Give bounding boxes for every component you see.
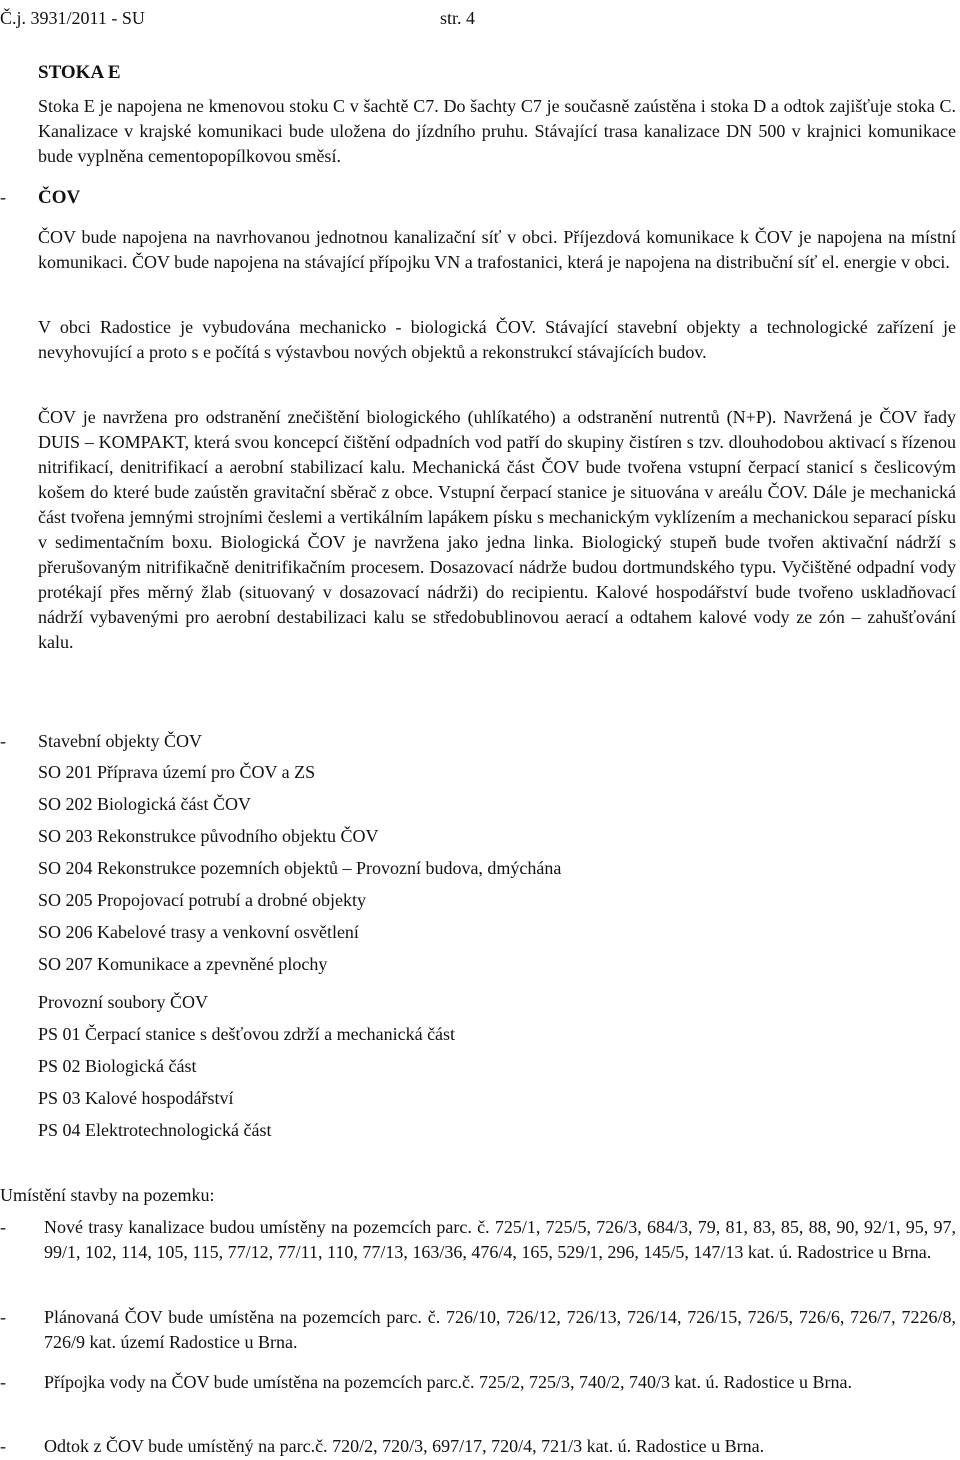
umisteni-item-text: Přípojka vody na ČOV bude umístěna na pozemcích parc.č. 725/2, 725/3, 740/2, 740/3 kat. ú. Radostice u Brna.	[44, 1372, 853, 1392]
cov-paragraph-1: ČOV bude napojena na navrhovanou jednotnou kanalizační síť v obci. Příjezdová komunikace k ČOV je napojena na místní komunikaci. ČOV bude napojena na stávající přípojku VN a trafostanici, která je napojena na distribuční síť el. energie v obci.	[38, 227, 956, 272]
stoka-e-heading: STOKA E	[38, 62, 121, 83]
reference-number: Č.j. 3931/2011 - SU	[0, 8, 145, 28]
cov-text-block-1	[38, 225, 956, 275]
so-item: SO 201 Příprava území pro ČOV a ZS	[38, 762, 316, 782]
ps-item: PS 02 Biologická část	[38, 1056, 197, 1076]
so-item: SO 205 Propojovací potrubí a drobné objekty	[38, 890, 366, 910]
umisteni-bullet: -	[0, 1436, 6, 1456]
umisteni-item-text: Odtok z ČOV bude umístěný na parc.č. 720/2, 720/3, 697/17, 720/4, 721/3 kat. ú. Radostice u Brna.	[44, 1436, 765, 1456]
umisteni-bullet: -	[0, 1372, 6, 1392]
so-item: SO 203 Rekonstrukce původního objektu ČOV	[38, 826, 379, 846]
cov-text-block-2	[38, 315, 956, 365]
ps-item: PS 03 Kalové hospodářství	[38, 1088, 234, 1108]
provozni-heading: Provozní soubory ČOV	[38, 992, 208, 1012]
so-item: SO 207 Komunikace a zpevněné plochy	[38, 954, 328, 974]
cov-heading: ČOV	[38, 187, 81, 208]
ps-item: PS 01 Čerpací stanice s dešťovou zdrží a mechanická část	[38, 1024, 456, 1044]
umisteni-heading: Umístění stavby na pozemku:	[0, 1185, 215, 1205]
cov-paragraph-3: ČOV je navržena pro odstranění znečištění biologického (uhlíkatého) a odstranění nutrentů (N+P). Navržená je ČOV řady DUIS – KOMPAKT, která svou koncepcí čištění odpadních vod patří do skupiny čistíren s tzv. dlouhodobou aktivací s řízenou nitrifikací, denitrifikací a aerobní stabilizací kalu. Mechanická část ČOV bude tvořena vstupní čerpací stanicí s česlicovým košem do které bude zaústěn gravitační sběrač z obce. Vstupní čerpací stanice je situována v areálu ČOV. Dále je mechanická část tvořena jemnými strojními česlemi a vertikálním lapákem písku s mechanickým vyklízením a mechanickou separací písku v sedimentačním boxu. Biologická ČOV je navržena jako jedna linka. Biologický stupeň bude tvořen aktivační nádrží s přerušovaným nitrifikačně denitrifikačním procesem. Dosazovací nádrže budou dortmundského typu. Vyčištěné odpadní vody protékají přes měrný žlab (situovaný v dosazovací nádrži) do recipientu. Kalové hospodářství bude tvořeno uskladňovací nádrží vybavenými pro aerobní destabilizaci kalu se středobublinovou aerací a odtahem kalové vody ze zón – zahušťování kalu.	[38, 407, 956, 652]
so-item: SO 206 Kabelové trasy a venkovní osvětlení	[38, 922, 359, 942]
umisteni-item-text: Nové trasy kanalizace budou umístěny na pozemcích parc. č. 725/1, 725/5, 726/3, 684/3, 79, 81, 83, 85, 88, 90, 92/1, 95, 97, 99/1, 102, 114, 105, 115, 77/12, 77/11, 110, 77/13, 163/36, 476/4, 165, 529/1, 296, 145/5, 147/13 kat. ú. Radostrice u Brna.	[44, 1217, 956, 1262]
so-item: SO 204 Rekonstrukce pozemních objektů – Provozní budova, dmýchána	[38, 858, 562, 878]
umisteni-item	[44, 1305, 956, 1355]
umisteni-bullet: -	[0, 1307, 6, 1327]
ps-item: PS 04 Elektrotechnologická část	[38, 1120, 272, 1140]
stavebni-bullet: -	[0, 731, 6, 751]
umisteni-item	[44, 1370, 956, 1395]
cov-bullet: -	[0, 187, 6, 207]
umisteni-bullet: -	[0, 1217, 6, 1237]
page-number: str. 4	[440, 8, 476, 28]
cov-text-block-3	[38, 405, 956, 655]
stoka-e-paragraph: Stoka E je napojena ne kmenovou stoku C v šachtě C7. Do šachty C7 je současně zaústěna i stoka D a odtok zajišťuje stoka C. Kanalizace v krajské komunikaci bude uložena do jízdního pruhu. Stávající trasa kanalizace DN 500 v krajnici komunikace bude vyplněna cementopopílkovou směsí.	[38, 96, 956, 166]
stavebni-heading: Stavební objekty ČOV	[38, 731, 202, 751]
umisteni-item-text: Plánovaná ČOV bude umístěna na pozemcích parc. č. 726/10, 726/12, 726/13, 726/14, 726/15, 726/5, 726/6, 726/7, 7226/8, 726/9 kat. území Radostice u Brna.	[44, 1307, 956, 1352]
cov-paragraph-2: V obci Radostice je vybudována mechanicko - biologická ČOV. Stávající stavební objekty a technologické zařízení je nevyhovující a proto s e počítá s výstavbou nových objektů a rekonstrukcí stávajících budov.	[38, 317, 956, 362]
stoka-e-text-block	[38, 94, 956, 169]
umisteni-item	[44, 1434, 956, 1459]
umisteni-item	[44, 1215, 956, 1265]
so-item: SO 202 Biologická část ČOV	[38, 794, 251, 814]
page-header	[0, 6, 960, 28]
